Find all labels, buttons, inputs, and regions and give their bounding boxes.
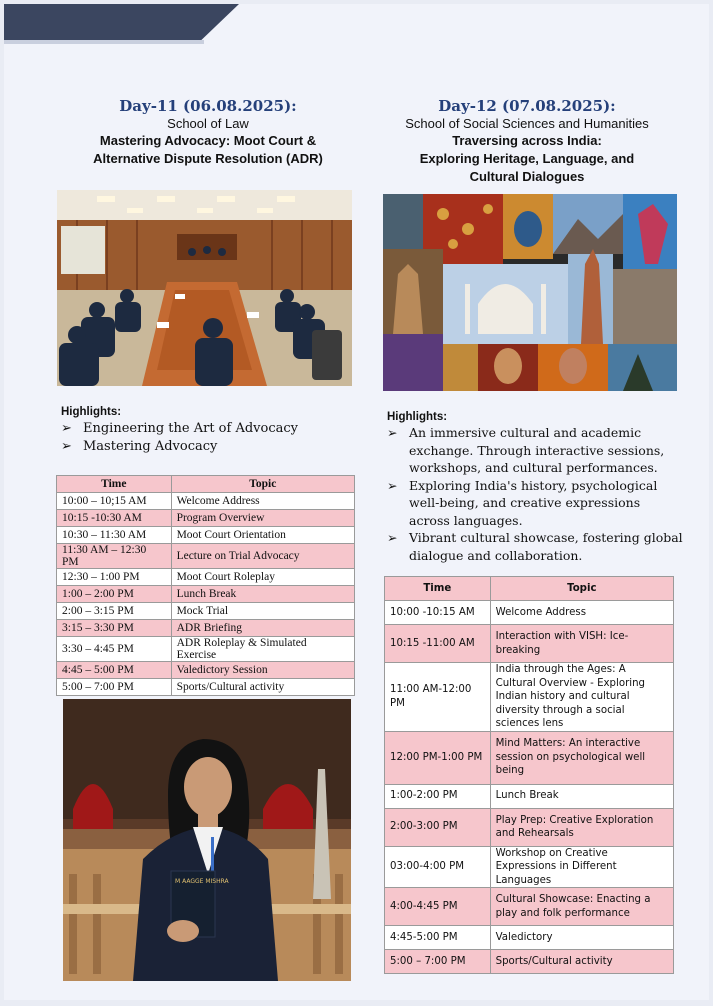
table-row: 10:30 – 11:30 AM Moot Court Orientation [57,527,355,544]
day11-theme-line2: Alternative Dispute Resolution (ADR) [93,151,323,166]
table-row: 12:30 – 1:00 PM Moot Court Roleplay [57,569,355,586]
page [4,4,709,1000]
header-banner-accent [4,40,204,44]
day11-highlights-title: Highlights: [61,406,122,418]
table-row: 5:00 – 7:00 PM Sports/Cultural activity [385,950,674,974]
table-row: 1:00 – 2:00 PM Lunch Break [57,586,355,603]
table-row: 3:15 – 3:30 PM ADR Briefing [57,620,355,637]
day12-highlights-title: Highlights: [387,411,448,423]
day11-title: Day-11 (06.08.2025): [119,97,297,115]
day11-heading [60,96,356,168]
moot-court-photo [57,190,352,386]
day12-highlight-item: ➢ Vibrant cultural showcase, fostering global dialogue and collaboration. [387,530,683,563]
table-row: 3:30 – 4:45 PM ADR Roleplay & Simulated Exercise [57,637,355,662]
india-collage-photo [383,194,677,391]
topic-column-header: Topic [490,577,673,601]
table-row: 10:00 -10:15 AM Welcome Address [385,601,674,625]
day12-highlights [387,411,687,564]
arrow-bullet-icon: ➢ [61,439,72,454]
day12-theme-line3: Cultural Dialogues [469,169,585,184]
table-row: 11:00 AM-12:00 PM India through the Ages: A Cultural Overview - Exploring Indian history and cultural diversity through a social sciences lens [385,663,674,732]
table-row: 10:15 -10:30 AM Program Overview [57,510,355,527]
table-row: 5:00 – 7:00 PM Sports/Cultural activity [57,679,355,696]
day12-theme-line2: Exploring Heritage, Language, and [419,151,635,166]
day12-schedule-table [384,576,674,974]
table-row: 10:00 – 10;15 AM Welcome Address [57,493,355,510]
table-row: 4:45-5:00 PM Valedictory [385,926,674,950]
table-row: 4:00-4:45 PM Cultural Showcase: Enacting a play and folk performance [385,888,674,926]
table-row: 2:00 – 3:15 PM Mock Trial [57,603,355,620]
table-row: 2:00-3:00 PM Play Prep: Creative Exploration and Rehearsals [385,808,674,846]
day12-title: Day-12 (07.08.2025): [438,97,616,115]
topic-column-header: Topic [171,476,354,493]
arrow-bullet-icon: ➢ [387,530,398,545]
time-column-header: Time [57,476,172,493]
day11-theme-line1: Mastering Advocacy: Moot Court & [99,133,317,148]
arrow-bullet-icon: ➢ [61,421,72,436]
table-row: 11:30 AM – 12:30 PM Lecture on Trial Advocacy [57,544,355,569]
day12-highlight-item: ➢ An immersive cultural and academic exchange. Through interactive sessions, workshops, and cultural performances. [387,425,665,475]
day12-highlight-item: ➢ Exploring India's history, psychological well-being, and creative expressions across languages. [387,477,658,528]
arrow-bullet-icon: ➢ [387,477,398,493]
table-row: 4:45 – 5:00 PM Valedictory Session [57,662,355,679]
table-row: 03:00-4:00 PM Workshop on Creative Expressions in Different Languages [385,846,674,888]
arrow-bullet-icon: ➢ [387,425,398,440]
day12-school: School of Social Sciences and Humanities [405,116,649,131]
time-column-header: Time [385,577,491,601]
day12-theme-line1: Traversing across India: [452,133,602,148]
table-row: 1:00-2:00 PM Lunch Break [385,784,674,808]
student-portrait-photo [63,699,351,981]
day11-schedule-table [56,475,355,696]
header-banner [4,4,239,40]
table-header-row [57,476,355,493]
day11-highlight-item: ➢ Mastering Advocacy [61,439,218,454]
day12-heading [382,96,672,186]
table-row: 12:00 PM-1:00 PM Mind Matters: An interactive session on psychological well being [385,731,674,784]
day11-highlights [61,406,361,456]
table-header-row [385,577,674,601]
book-cover-text: M AAGGE MISHRA [175,878,229,885]
day11-highlight-item: ➢ Engineering the Art of Advocacy [61,421,298,436]
table-row: 10:15 -11:00 AM Interaction with VISH: Ice-breaking [385,625,674,663]
day11-school: School of Law [167,116,249,131]
